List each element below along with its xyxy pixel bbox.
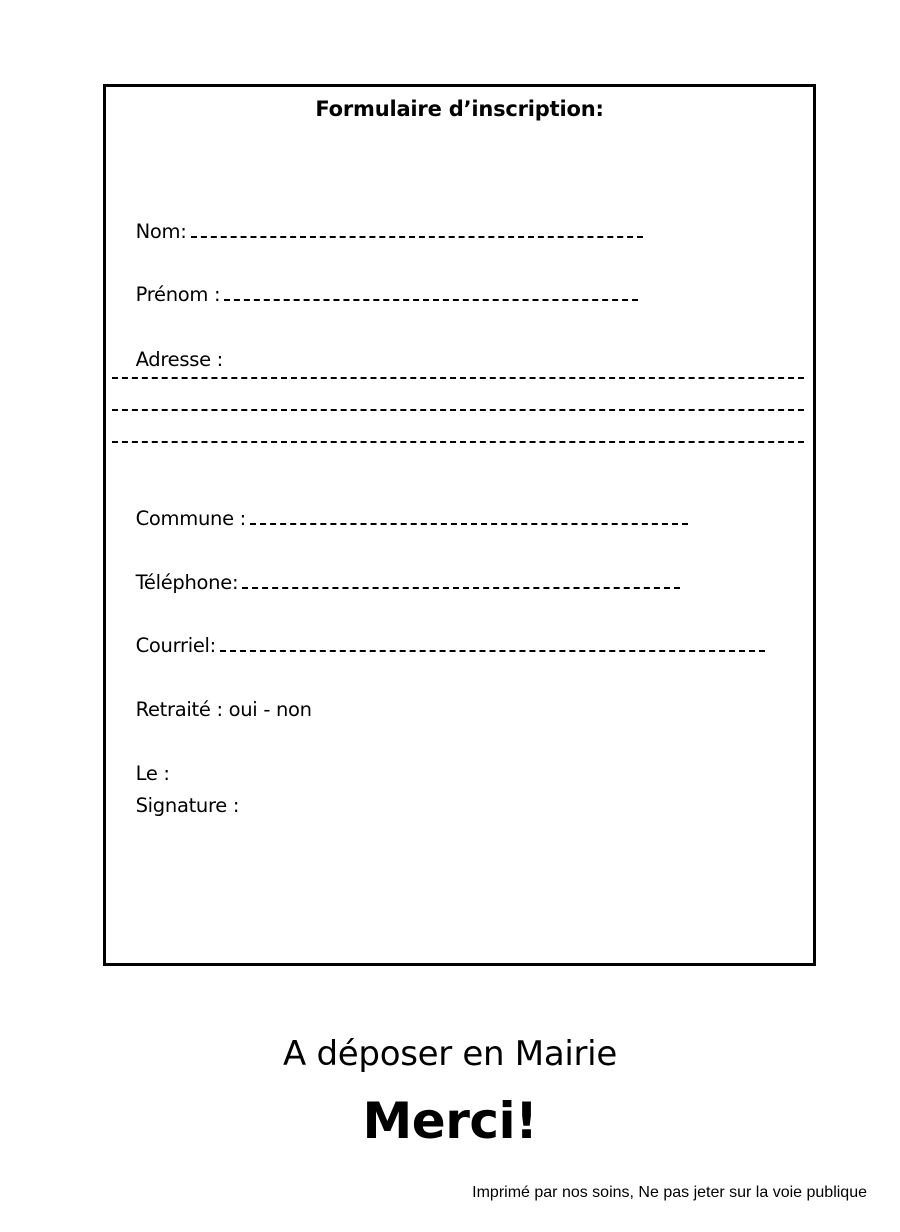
prenom-row bbox=[112, 260, 638, 329]
nom-row bbox=[112, 197, 643, 266]
adresse-row bbox=[112, 325, 223, 394]
telephone-label: Téléphone: bbox=[135, 571, 239, 594]
adresse-field-line-3[interactable] bbox=[112, 441, 804, 443]
nom-field[interactable] bbox=[191, 230, 643, 238]
prenom-label: Prénom : bbox=[135, 283, 221, 306]
telephone-row bbox=[112, 548, 680, 617]
retraite-label: Retraité : oui - non bbox=[135, 698, 312, 721]
registration-form bbox=[103, 84, 816, 966]
nom-label: Nom: bbox=[135, 220, 187, 243]
retraite-row bbox=[112, 675, 312, 744]
signature-row bbox=[112, 771, 239, 840]
adresse-field-line-2[interactable] bbox=[112, 409, 804, 411]
courriel-label: Courriel: bbox=[135, 634, 216, 657]
commune-label: Commune : bbox=[135, 507, 246, 530]
courriel-field[interactable] bbox=[220, 644, 765, 652]
courriel-row bbox=[112, 611, 765, 680]
form-title: Formulaire d’inscription: bbox=[315, 97, 604, 121]
telephone-field[interactable] bbox=[242, 581, 680, 589]
prenom-field[interactable] bbox=[224, 293, 638, 301]
commune-field[interactable] bbox=[250, 517, 688, 525]
signature-label: Signature : bbox=[135, 794, 240, 817]
thanks-text: Merci! bbox=[362, 1092, 538, 1150]
date-label: Le : bbox=[135, 762, 170, 785]
footer-note: Imprimé par nos soins, Ne pas jeter sur la voie publique bbox=[472, 1184, 867, 1201]
adresse-field-line-1[interactable] bbox=[112, 377, 804, 379]
adresse-label: Adresse : bbox=[135, 348, 223, 371]
deposit-instruction: A déposer en Mairie bbox=[283, 1034, 617, 1074]
commune-row bbox=[112, 484, 688, 553]
